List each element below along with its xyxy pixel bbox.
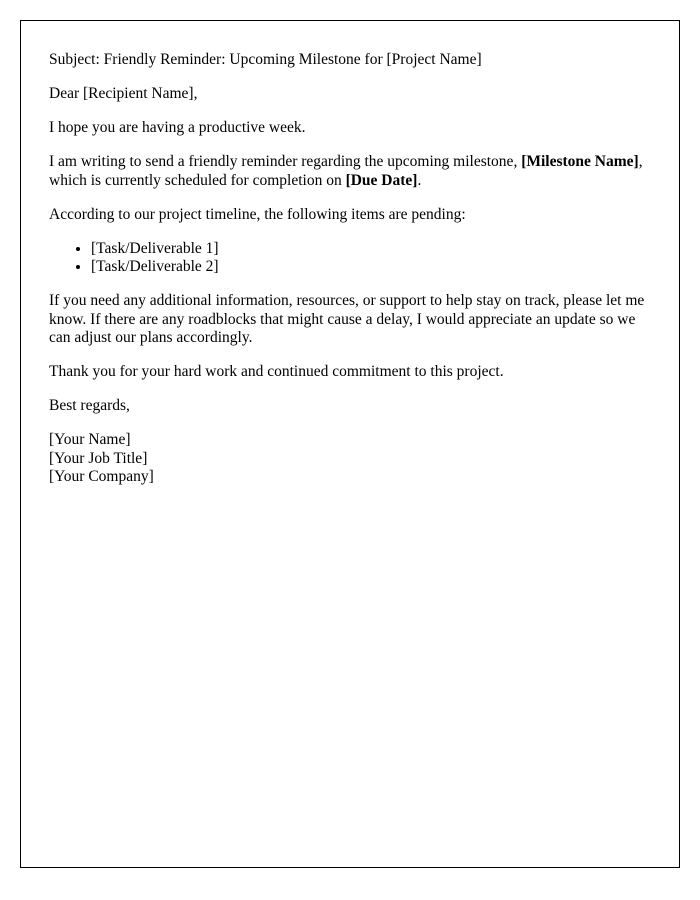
list-item: • [Task/Deliverable 1]: [91, 240, 651, 259]
signature-name: [Your Name]: [49, 431, 131, 448]
milestone-name-placeholder: [Milestone Name]: [521, 153, 639, 170]
closing: Best regards,: [49, 397, 130, 414]
signature-job-title: [Your Job Title]: [49, 449, 148, 467]
list-item: • [Task/Deliverable 2]: [91, 258, 651, 277]
signature-company: [Your Company]: [49, 468, 154, 485]
subject-line: Subject: Friendly Reminder: Upcoming Milestone for [Project Name]: [49, 51, 482, 68]
due-date-placeholder: [Due Date]: [345, 171, 418, 189]
salutation: Dear [Recipient Name],: [49, 85, 198, 102]
reminder-text-3: .: [417, 171, 422, 189]
letter-page: [20, 20, 680, 868]
reminder-paragraph: [49, 153, 651, 190]
intro-paragraph: I hope you are having a productive week.: [49, 119, 306, 136]
reminder-text-2: , which is currently scheduled for completion on: [49, 153, 643, 189]
reminder-text-1: I am writing to send a friendly reminder regarding the upcoming milestone,: [49, 153, 522, 170]
support-paragraph: If you need any additional information, resources, or support to help stay on track, please let me know. If there are any roadblocks that might cause a delay, I would appreciate an update so we can adjust our plans accordingly.: [49, 292, 645, 346]
pending-items-list: [49, 240, 651, 277]
signature-block: [49, 431, 651, 487]
pending-intro: According to our project timeline, the following items are pending:: [49, 205, 466, 223]
thanks-paragraph: Thank you for your hard work and continued commitment to this project.: [49, 363, 504, 380]
